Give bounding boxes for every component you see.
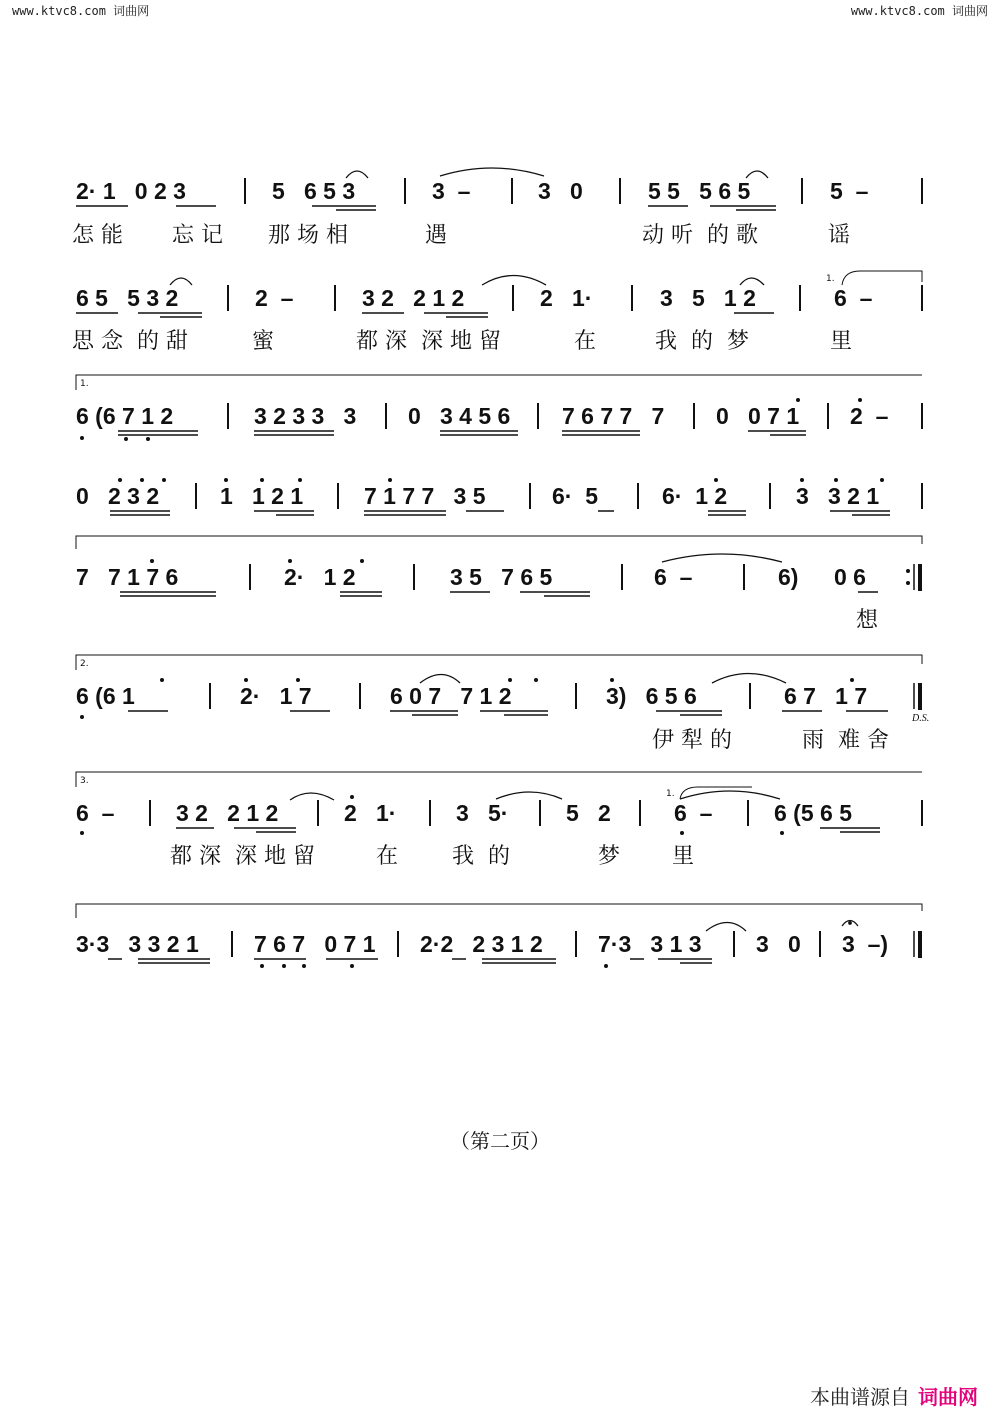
measure: 6) xyxy=(778,564,799,590)
ds-marking: D.S. xyxy=(912,713,930,724)
lyric: 蜜 xyxy=(252,329,275,354)
header-left-watermark: www.ktvc8.com 词曲网 xyxy=(12,4,150,18)
measure: 7 6 7 0 7 1 xyxy=(254,931,376,957)
octave-dots xyxy=(80,398,884,968)
underlines xyxy=(76,206,890,963)
volta-mark: 1. xyxy=(826,274,835,284)
lyric: 都 深 深 地 留 xyxy=(170,844,315,869)
measure: 6 – xyxy=(76,800,115,826)
measure: 2· 1 0 2 3 xyxy=(76,178,186,204)
measure: 6 0 7 7 1 2 xyxy=(390,683,512,709)
measure: 3 5 7 6 5 xyxy=(450,564,553,590)
measure: 3 5 1 2 xyxy=(660,285,756,311)
lyric: 雨 难 舍 xyxy=(802,728,889,753)
lyric: 我 的 梦 xyxy=(655,329,749,354)
measure: 6 (5 6 5 xyxy=(774,800,852,826)
lyric: 在 xyxy=(376,844,399,869)
measure: 3 –) xyxy=(842,931,889,957)
measure: 5 6 5 3 xyxy=(272,178,356,204)
measure: 5 2 xyxy=(566,800,611,826)
measure: 2 1· xyxy=(344,800,397,826)
measure: 2· 1 7 xyxy=(240,683,312,709)
watermark-site: 词曲网 xyxy=(918,1385,978,1409)
bottom-watermark xyxy=(810,1381,978,1410)
measure: 3 2 2 1 2 xyxy=(362,285,465,311)
volta-mark: 1. xyxy=(666,789,675,799)
lyric: 动 听 的 歌 xyxy=(642,223,758,248)
volta-brackets xyxy=(76,271,922,918)
lyric: 里 xyxy=(672,844,695,869)
lyric: 都 深 深 地 留 xyxy=(356,329,501,354)
measure: 7 6 7 7 7 xyxy=(562,403,665,429)
measure: 2 – xyxy=(850,403,889,429)
measure: 3 – xyxy=(432,178,471,204)
lyric: 里 xyxy=(830,329,853,354)
measure: 6 (6 7 1 2 xyxy=(76,403,174,429)
lyric: 想 xyxy=(856,608,879,633)
measure: 5 – xyxy=(830,178,869,204)
measure: 3 2 2 1 2 xyxy=(176,800,279,826)
measure: 1 1 2 1 xyxy=(220,483,304,509)
measure: 6· 5 xyxy=(552,483,599,509)
measure: 0 6 xyxy=(834,564,866,590)
header-right-watermark: www.ktvc8.com 词曲网 xyxy=(850,4,988,18)
lyric: 我 的 xyxy=(452,844,510,869)
lyric: 忘 记 xyxy=(172,223,223,248)
lyric: 遇 xyxy=(425,223,448,248)
measure: 3) 6 5 6 xyxy=(606,683,697,709)
repeat-and-final-barlines xyxy=(906,564,922,958)
lyric: 谣 xyxy=(828,223,851,248)
measure: 2· 1 2 xyxy=(284,564,356,590)
measure: 7·3 3 1 3 xyxy=(598,931,702,957)
page-footer: （第二页） xyxy=(450,1129,550,1153)
volta-label: 1. xyxy=(80,379,89,389)
measure: 7 7 1 7 6 xyxy=(76,564,179,590)
watermark-source: 本曲谱源自 xyxy=(810,1385,910,1409)
lyric: 怎 能 xyxy=(72,223,123,248)
measure: 6 – xyxy=(834,285,873,311)
measure: 2·2 2 3 1 2 xyxy=(420,931,543,957)
measure: 3·3 3 3 2 1 xyxy=(76,931,199,957)
slurs xyxy=(170,168,786,931)
volta-label: 2. xyxy=(80,659,89,669)
measure: 2 1· xyxy=(540,285,593,311)
measure: 0 3 4 5 6 xyxy=(408,403,511,429)
lyric: 梦 xyxy=(598,844,621,869)
measure: 6 7 1 7 xyxy=(784,683,868,709)
measure: 2 – xyxy=(255,285,294,311)
measure: 6 (6 1 xyxy=(76,683,135,709)
volta-label: 3. xyxy=(80,776,89,786)
measure: 3 0 xyxy=(538,178,583,204)
fermata-icon xyxy=(842,921,858,927)
measure: 7 1 7 7 3 5 xyxy=(364,483,486,509)
measure: 6 – xyxy=(654,564,693,590)
measure: 5 5 5 6 5 xyxy=(648,178,751,204)
measure: 3 2 3 3 3 xyxy=(254,403,357,429)
measure: 0 2 3 2 xyxy=(76,483,160,509)
measure: 0 0 7 1 xyxy=(716,403,800,429)
measure: 6 5 5 3 2 xyxy=(76,285,179,311)
measure: 6 – xyxy=(674,800,713,826)
lyric: 在 xyxy=(574,329,597,354)
measure: 3 0 xyxy=(756,931,801,957)
barlines xyxy=(150,178,922,957)
measure: 6· 1 2 xyxy=(662,483,728,509)
lyric: 思 念 的 甜 xyxy=(72,329,188,354)
measure: 3 5· xyxy=(456,800,509,826)
lyric: 伊 犁 的 xyxy=(652,728,732,753)
measure: 3 3 2 1 xyxy=(796,483,880,509)
lyric: 那 场 相 xyxy=(268,223,348,248)
